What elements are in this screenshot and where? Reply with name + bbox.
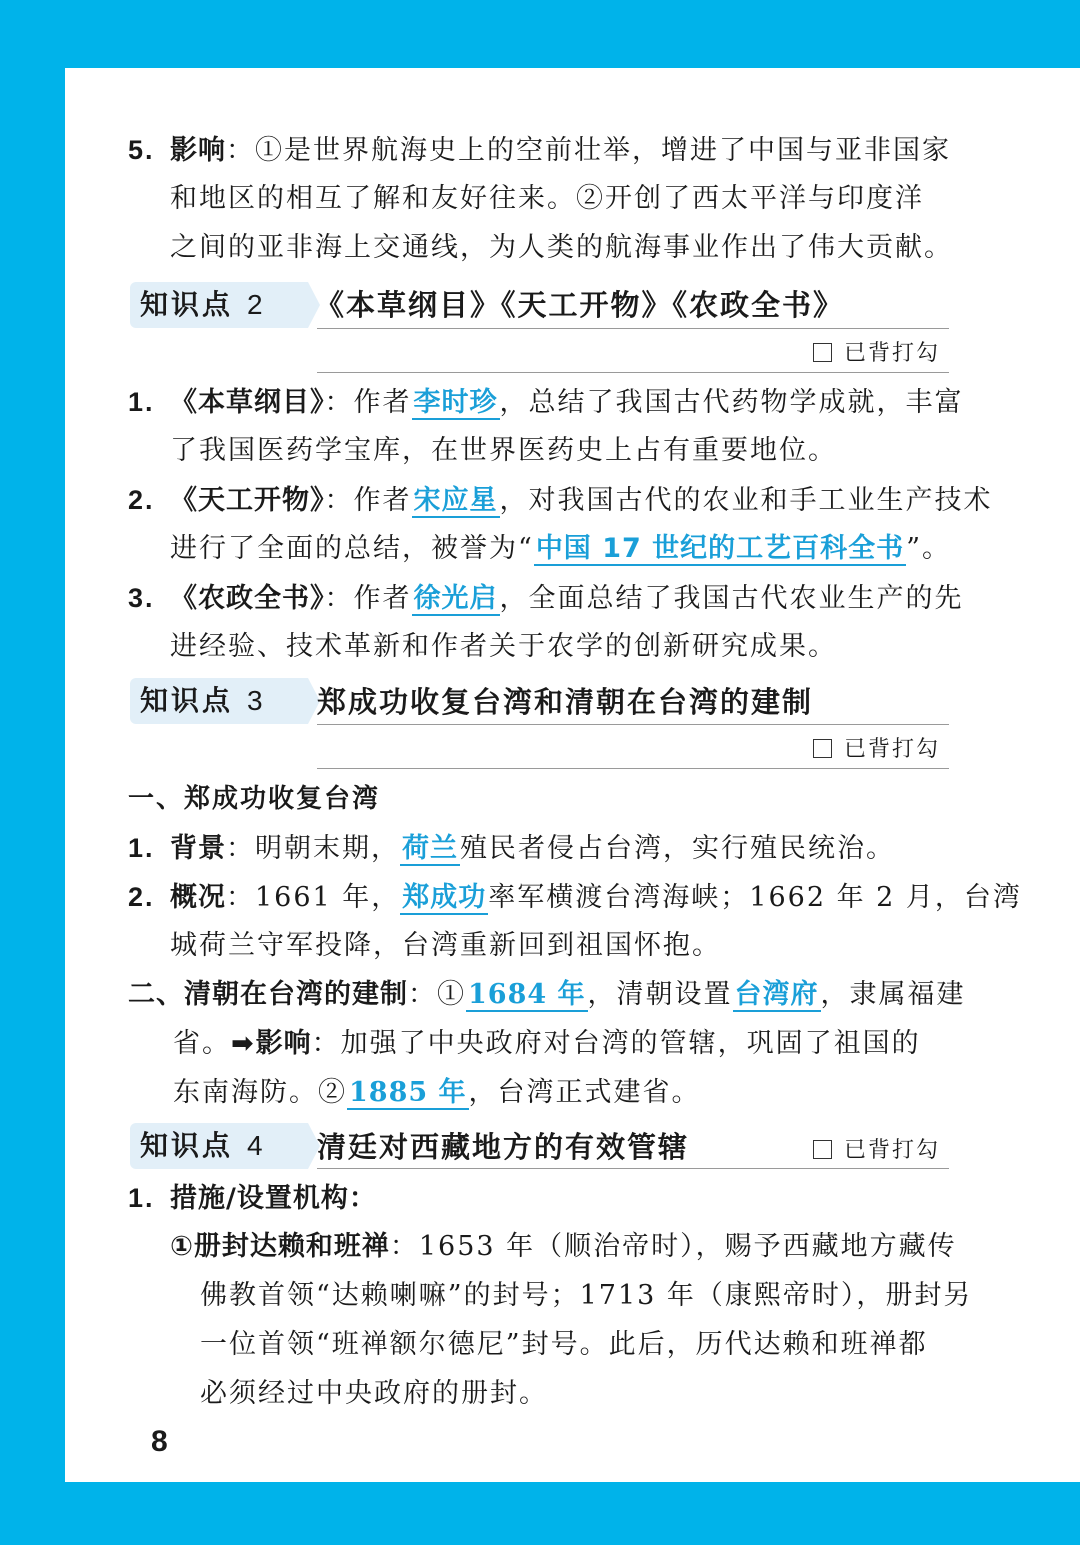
text: ”。 bbox=[906, 533, 951, 564]
keyword: ①册封达赖和班禅 bbox=[170, 1231, 390, 1262]
item-number: 1. bbox=[128, 387, 155, 417]
text-line bbox=[173, 1069, 701, 1117]
keyword: 背景 bbox=[170, 833, 226, 864]
text: ：① bbox=[408, 979, 466, 1010]
item-number: 1. bbox=[128, 833, 155, 863]
list-item bbox=[128, 476, 993, 524]
text: ，总结了我国古代药物学成就，丰富 bbox=[499, 387, 964, 418]
badge-number: 4 bbox=[247, 1130, 266, 1161]
keyword: 《天工开物》 bbox=[170, 485, 325, 516]
text: 率军横渡台湾海峡；1662 年 2 月，台湾 bbox=[488, 882, 1022, 913]
checkbox-icon[interactable] bbox=[813, 343, 832, 362]
text-line: 之间的亚非海上交通线，为人类的航海事业作出了伟大贡献。 bbox=[170, 232, 953, 263]
badge-label: 知识点 bbox=[140, 684, 234, 717]
text: ，清朝设置 bbox=[587, 979, 733, 1010]
text: ，对我国古代的农业和手工业生产技术 bbox=[499, 485, 993, 516]
text-line: 一位首领“班禅额尔德尼”封号。此后，历代达赖和班禅都 bbox=[200, 1329, 928, 1360]
answer-blank: 宋应星 bbox=[413, 485, 498, 516]
answer-blank: 1885 年 bbox=[349, 1077, 467, 1108]
text: ：1653 年（顺治帝时），赐予西藏地方藏传 bbox=[389, 1231, 957, 1262]
text: ：①是世界航海史上的空前壮举，增进了中国与亚非国家 bbox=[226, 135, 951, 166]
badge-number: 3 bbox=[247, 685, 266, 716]
badge-label: 知识点 bbox=[140, 288, 234, 321]
text: 殖民者侵占台湾，实行殖民统治。 bbox=[460, 833, 895, 864]
keyword: 影响 bbox=[255, 1028, 312, 1059]
text-line: 佛教首领“达赖喇嘛”的封号；1713 年（康熙帝时），册封另 bbox=[200, 1280, 973, 1311]
item-number: 2. bbox=[128, 485, 155, 515]
text-line: 了我国医药学宝库，在世界医药史上占有重要地位。 bbox=[170, 435, 837, 466]
item-number: 5. bbox=[128, 135, 155, 165]
text: ，隶属福建 bbox=[820, 979, 966, 1010]
keyword: 《农政全书》 bbox=[170, 583, 325, 614]
answer-blank: 郑成功 bbox=[402, 882, 487, 913]
text: ，全面总结了我国古代农业生产的先 bbox=[499, 583, 964, 614]
text-line bbox=[170, 1223, 957, 1271]
title-rule bbox=[317, 768, 949, 769]
memorized-checkbox[interactable] bbox=[813, 1136, 940, 1166]
list-item bbox=[128, 378, 964, 426]
badge-label: 知识点 bbox=[140, 1129, 234, 1162]
answer-blank: 中国 17 世纪的工艺百科全书 bbox=[535, 533, 905, 564]
arrow-right-icon: ➡ bbox=[231, 1028, 256, 1059]
title-rule bbox=[317, 1168, 949, 1169]
text: ：明朝末期， bbox=[226, 833, 400, 864]
list-item bbox=[128, 824, 895, 872]
text-line: 必须经过中央政府的册封。 bbox=[200, 1378, 548, 1409]
title-rule bbox=[317, 372, 949, 373]
keyword: 《本草纲目》 bbox=[170, 387, 325, 418]
text: ： bbox=[348, 1183, 377, 1214]
section-title: 《本草纲目》《天工开物》《农政全书》 bbox=[315, 288, 845, 322]
text-line: 和地区的相互了解和友好往来。②开创了西太平洋与印度洋 bbox=[170, 183, 924, 214]
check-label: 已背打勾 bbox=[844, 737, 941, 762]
text: ：作者 bbox=[324, 485, 412, 516]
check-label: 已背打勾 bbox=[844, 341, 941, 366]
answer-blank: 徐光启 bbox=[413, 583, 498, 614]
answer-blank: 荷兰 bbox=[402, 833, 458, 864]
list-item bbox=[128, 1174, 377, 1222]
title-rule bbox=[317, 328, 949, 329]
text-line bbox=[170, 525, 951, 573]
text: ：作者 bbox=[324, 387, 412, 418]
section-title: 郑成功收复台湾和清朝在台湾的建制 bbox=[317, 685, 814, 719]
text: ，台湾正式建省。 bbox=[468, 1077, 701, 1108]
answer-blank: 台湾府 bbox=[734, 979, 819, 1010]
text: 进行了全面的总结，被誉为“ bbox=[170, 533, 534, 564]
list-item bbox=[128, 574, 964, 622]
text-line: 城荷兰守军投降，台湾重新回到祖国怀抱。 bbox=[170, 930, 721, 961]
checkbox-icon[interactable] bbox=[813, 739, 832, 758]
knowledge-badge-4 bbox=[130, 1123, 308, 1169]
item-number: 3. bbox=[128, 583, 155, 613]
influence-item bbox=[128, 126, 951, 174]
text: ：加强了中央政府对台湾的管辖，巩固了祖国的 bbox=[311, 1028, 921, 1059]
text: 省。 bbox=[173, 1028, 231, 1059]
checkbox-icon[interactable] bbox=[813, 1140, 832, 1159]
page bbox=[65, 68, 1080, 1482]
text: ：1661 年， bbox=[226, 882, 401, 913]
keyword: 概况 bbox=[170, 882, 226, 913]
list-item bbox=[128, 873, 1022, 921]
check-label: 已背打勾 bbox=[844, 1138, 941, 1163]
subsection-item bbox=[128, 971, 966, 1019]
text-line: 进经验、技术革新和作者关于农学的创新研究成果。 bbox=[170, 631, 837, 662]
text-line bbox=[173, 1020, 921, 1068]
answer-blank: 李时珍 bbox=[413, 387, 498, 418]
knowledge-badge-2 bbox=[130, 282, 308, 328]
answer-blank: 1684 年 bbox=[468, 979, 586, 1010]
memorized-checkbox[interactable] bbox=[813, 339, 940, 369]
section-title: 清廷对西藏地方的有效管辖 bbox=[317, 1130, 690, 1164]
page-number: 8 bbox=[151, 1425, 168, 1458]
text: 东南海防。② bbox=[173, 1077, 347, 1108]
badge-number: 2 bbox=[247, 289, 266, 320]
knowledge-badge-3 bbox=[130, 678, 308, 724]
keyword: 影响 bbox=[170, 135, 226, 166]
subsection-heading: 二、清朝在台湾的建制 bbox=[128, 979, 408, 1010]
text: ：作者 bbox=[324, 583, 412, 614]
subsection-heading: 一、郑成功收复台湾 bbox=[128, 784, 381, 814]
title-rule bbox=[317, 724, 949, 725]
item-number: 2. bbox=[128, 882, 155, 912]
item-number: 1. bbox=[128, 1183, 155, 1213]
keyword: 措施/设置机构 bbox=[170, 1183, 349, 1214]
memorized-checkbox[interactable] bbox=[813, 735, 940, 765]
